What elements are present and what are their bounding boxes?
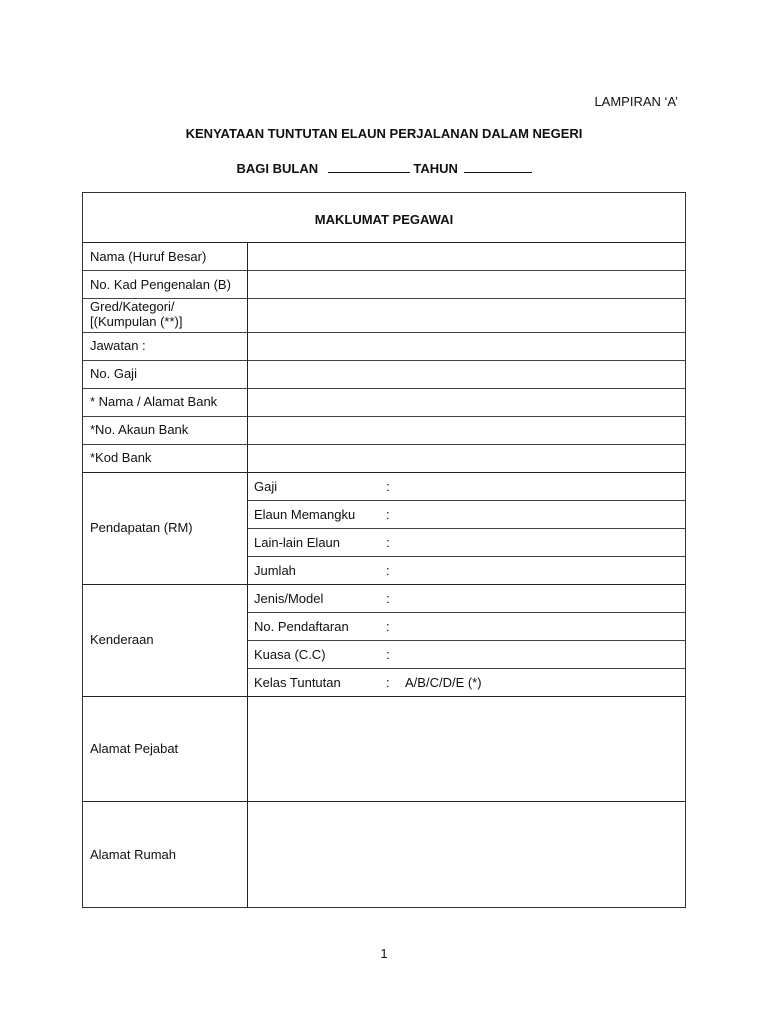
- kad-pengenalan-field[interactable]: [249, 272, 684, 297]
- alamat-rumah-field[interactable]: [249, 803, 684, 906]
- colon: :: [386, 675, 390, 690]
- no-gaji-field[interactable]: [249, 362, 684, 387]
- kenderaan-item-kelas-tuntutan: Kelas Tuntutan: [254, 675, 341, 690]
- kenderaan-item-jenis-model: Jenis/Model: [254, 591, 324, 606]
- kenderaan-item-kuasa: Kuasa (C.C): [254, 647, 326, 662]
- colon: :: [386, 507, 390, 522]
- alamat-pejabat-field[interactable]: [249, 698, 684, 800]
- nama-field[interactable]: [249, 244, 684, 269]
- alamat-bank-field[interactable]: [249, 390, 684, 415]
- kenderaan-label: Kenderaan: [90, 632, 154, 647]
- no-pendaftaran-field[interactable]: [396, 614, 684, 639]
- gaji-field[interactable]: [396, 474, 684, 499]
- period-line: [0, 160, 768, 176]
- colon: :: [386, 479, 390, 494]
- gred-field[interactable]: [249, 300, 684, 331]
- lain-lain-elaun-field[interactable]: [396, 530, 684, 555]
- row-label-jawatan: Jawatan :: [90, 338, 146, 353]
- alamat-pejabat-label: Alamat Pejabat: [90, 741, 179, 756]
- colon: :: [386, 563, 390, 578]
- tahun-label: TAHUN: [413, 161, 458, 176]
- pendapatan-item-jumlah: Jumlah: [254, 563, 296, 578]
- row-label-no-gaji: No. Gaji: [90, 366, 137, 381]
- page-number: 1: [380, 946, 388, 961]
- row-label-akaun-bank: *No. Akaun Bank: [90, 422, 189, 437]
- jenis-model-field[interactable]: [396, 586, 684, 611]
- pendapatan-item-lain-lain-elaun: Lain-lain Elaun: [254, 535, 341, 550]
- kelas-tuntutan-options: A/B/C/D/E (*): [405, 675, 482, 690]
- elaun-memangku-field[interactable]: [396, 502, 684, 527]
- colon: :: [386, 619, 390, 634]
- bagi-bulan-label: BAGI BULAN: [236, 161, 319, 176]
- row-label-gred-line2: [(Kumpulan (**)]: [90, 314, 183, 329]
- row-label-kad-pengenalan: No. Kad Pengenalan (B): [90, 277, 231, 292]
- colon: :: [386, 647, 390, 662]
- row-label-kod-bank: *Kod Bank: [90, 450, 152, 465]
- row-label-alamat-bank: * Nama / Alamat Bank: [90, 394, 218, 409]
- pendapatan-item-elaun-memangku: Elaun Memangku: [254, 507, 356, 522]
- form-title: KENYATAAN TUNTUTAN ELAUN PERJALANAN DALAM NEGERI: [185, 126, 583, 141]
- section-title: MAKLUMAT PEGAWAI: [314, 212, 454, 227]
- pendapatan-item-gaji: Gaji: [254, 479, 278, 494]
- kuasa-field[interactable]: [396, 642, 684, 667]
- kenderaan-item-no-pendaftaran: No. Pendaftaran: [254, 619, 349, 634]
- alamat-rumah-label: Alamat Rumah: [90, 847, 176, 862]
- lampiran-label: LAMPIRAN ‘A’: [594, 94, 678, 109]
- jumlah-field[interactable]: [396, 558, 684, 583]
- row-label-gred-line1: Gred/Kategori/: [90, 299, 175, 314]
- pendapatan-label: Pendapatan (RM): [90, 520, 193, 535]
- kod-bank-field[interactable]: [249, 446, 684, 471]
- colon: :: [386, 535, 390, 550]
- akaun-bank-field[interactable]: [249, 418, 684, 443]
- month-blank-field[interactable]: [328, 160, 410, 173]
- year-blank-field[interactable]: [464, 160, 532, 173]
- row-label-nama: Nama (Huruf Besar): [90, 249, 207, 264]
- colon: :: [386, 591, 390, 606]
- jawatan-field[interactable]: [249, 334, 684, 359]
